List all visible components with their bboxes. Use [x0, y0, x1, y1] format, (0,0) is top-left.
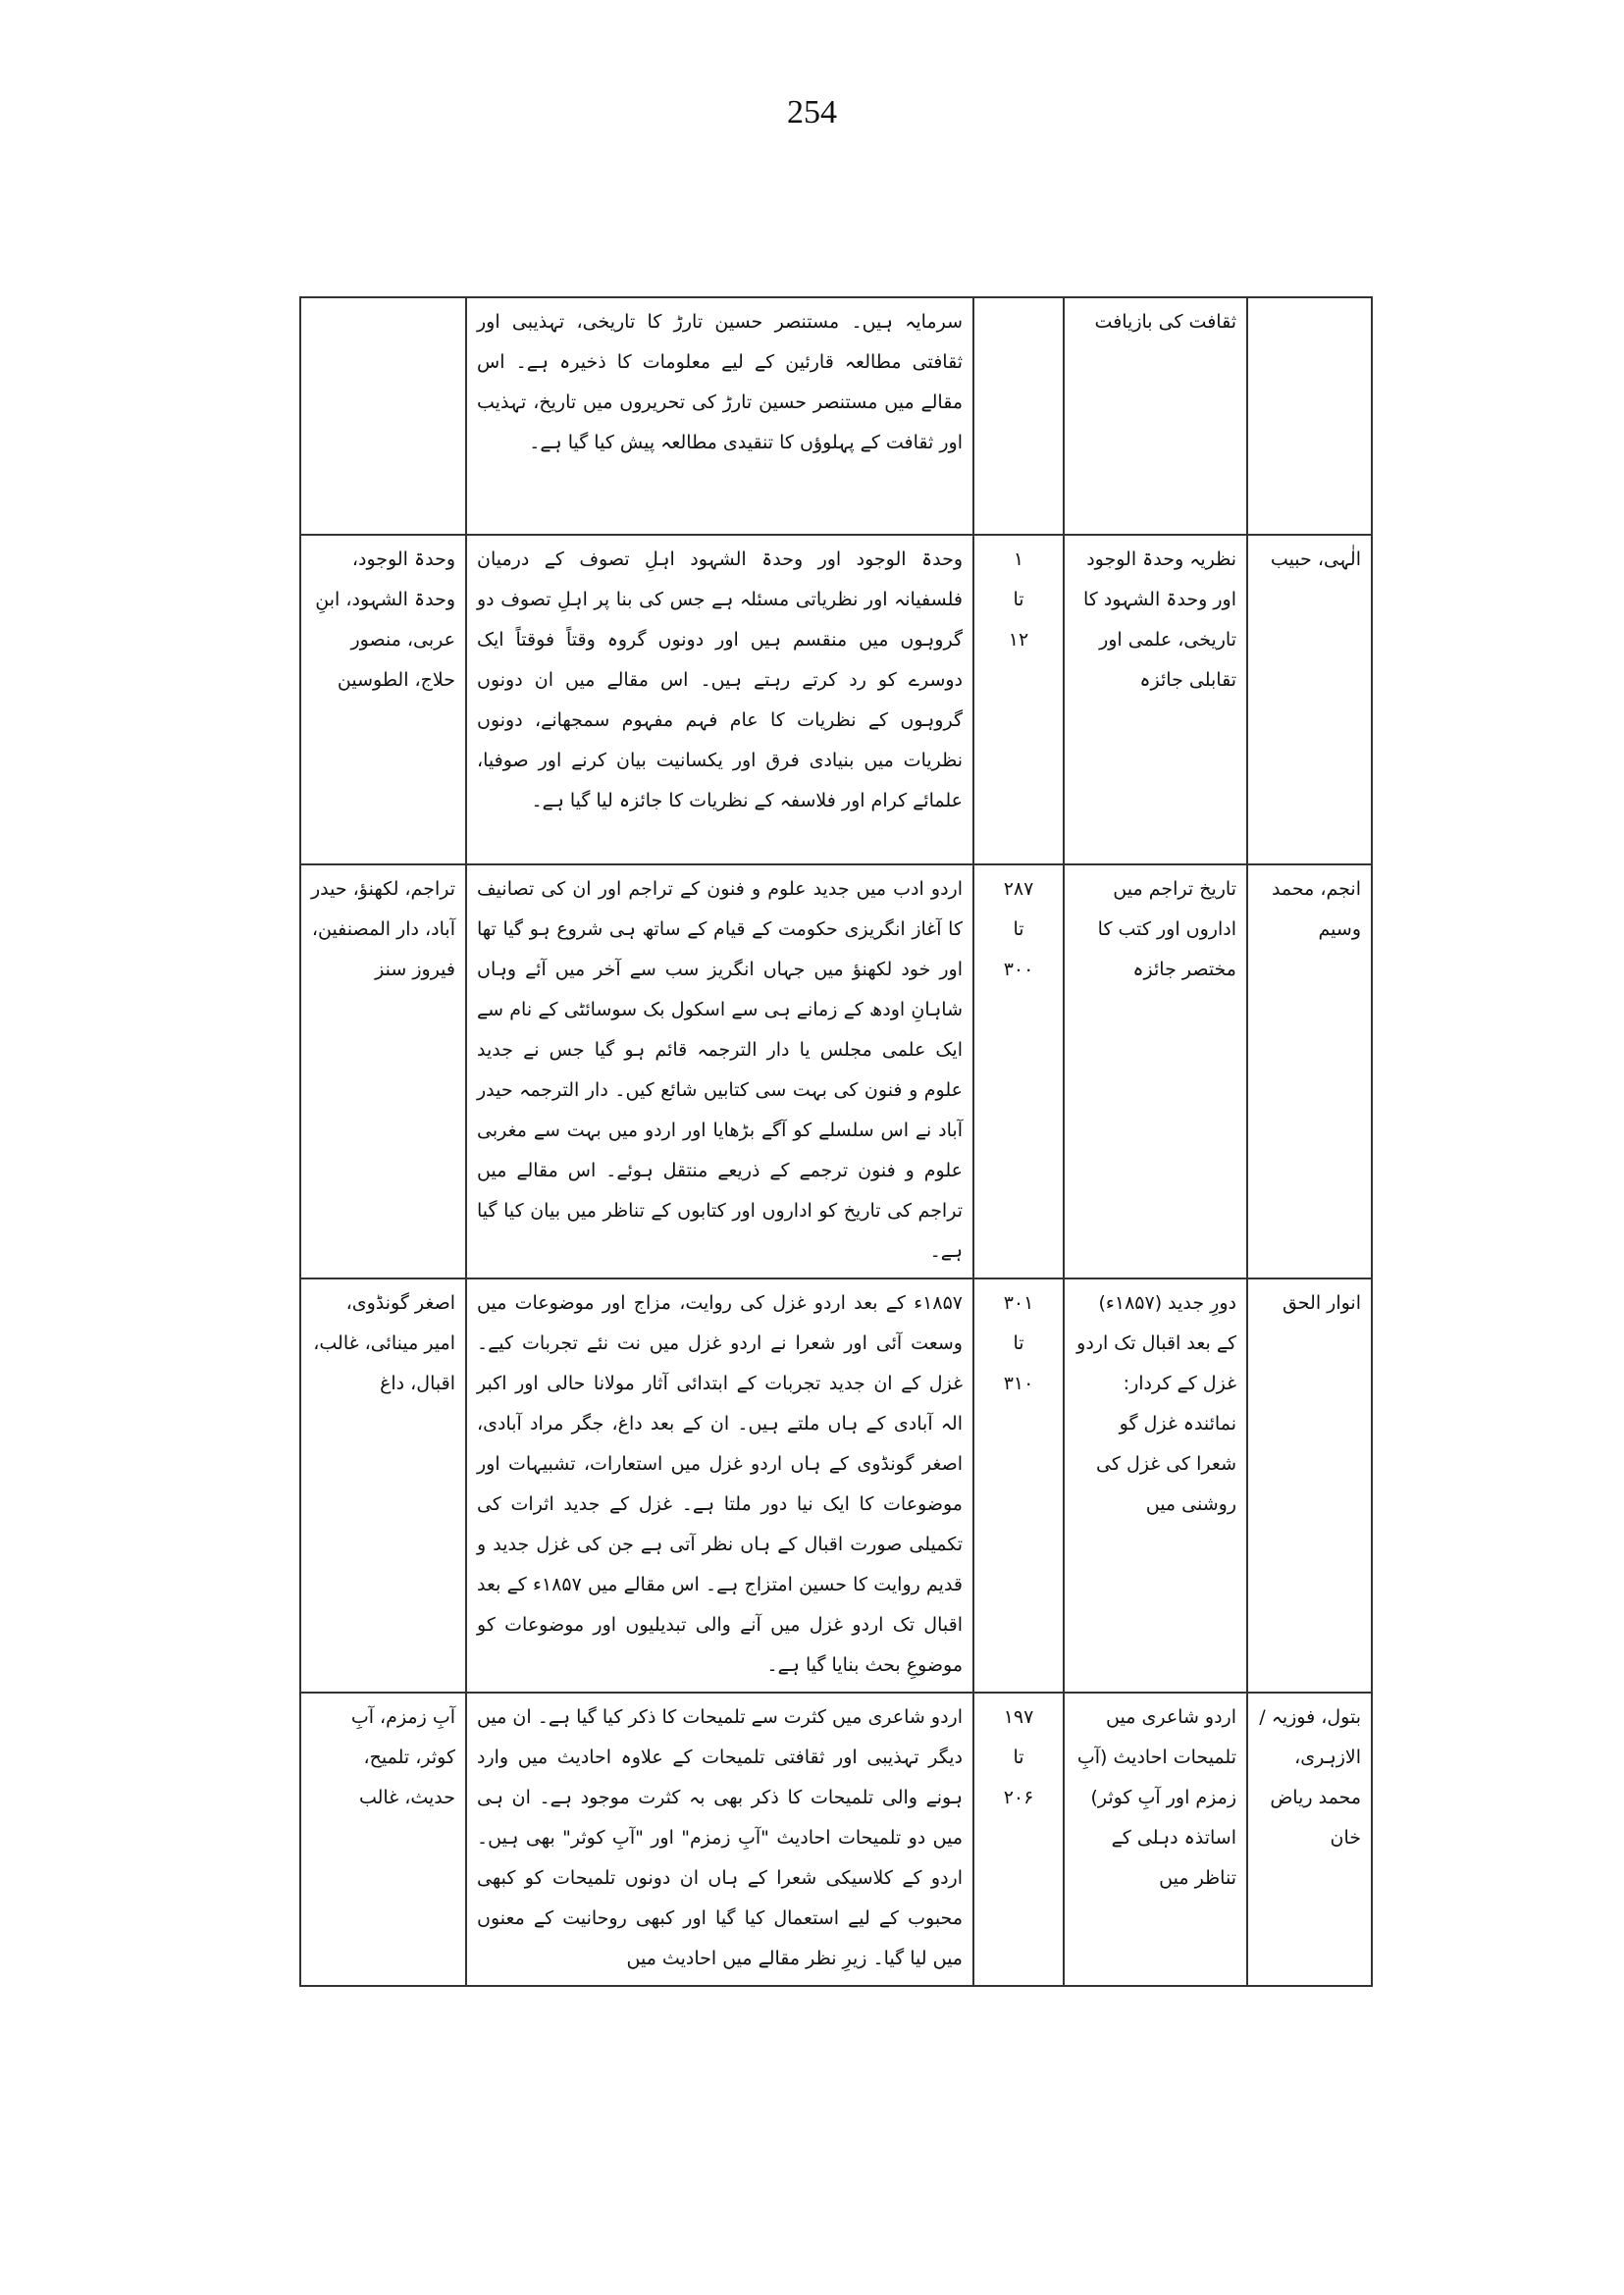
page-start: ۱۹۷ — [1003, 1706, 1034, 1728]
page-end: ۱۲ — [1008, 629, 1029, 651]
page-number: 254 — [787, 94, 837, 130]
summary-cell: سرمایہ ہیں۔ مستنصر حسین تارڑ کا تاریخی، تہذیبی اور ثقافتی مطالعہ قارئین کے لیے معلومات کا ذخیرہ ہے۔ اس مقالے میں مستنصر حسین تارڑ کی تحریروں میں تاریخ، تہذیب اور ثقافت کے پہلوؤں کا تنقیدی مطالعہ پیش کیا گیا ہے۔ — [466, 297, 973, 535]
page-end: ۳۰۰ — [1003, 959, 1034, 980]
author-cell: بتول، فوزیہ / الازہری، محمد ریاض خان — [1247, 1693, 1372, 1986]
pages-cell — [973, 1693, 1064, 1986]
title-cell: تاریخ تراجم میں اداروں اور کتب کا مختصر جائزہ — [1064, 864, 1247, 1278]
title-cell: نظریہ وحدۃ الوجود اور وحدۃ الشہود کا تاریخی، علمی اور تقابلی جائزہ — [1064, 535, 1247, 864]
table-row — [300, 535, 1372, 864]
pages-cell — [973, 535, 1064, 864]
table-row — [300, 1693, 1372, 1986]
table-row — [300, 864, 1372, 1278]
pages-cell — [973, 1278, 1064, 1693]
author-cell — [1247, 297, 1372, 535]
keywords-cell: وحدۃ الوجود، وحدۃ الشہود، ابنِ عربی، منصور حلاج، الطوسین — [300, 535, 466, 864]
summary-cell: اردو شاعری میں کثرت سے تلمیحات کا ذکر کیا گیا ہے۔ ان میں دیگر تہذیبی اور ثقافتی تلمیحات کے علاوہ احادیث میں وارد ہونے والی تلمیحات کا ذکر بھی بہ کثرت موجود ہے۔ ان ہی میں دو تلمیحات احادیث "آبِ زمزم" اور "آبِ کوثر" بھی ہیں۔ اردو کے کلاسیکی شعرا کے ہاں ان دونوں تلمیحات کو کبھی محبوب کے لیے استعمال کیا گیا اور کبھی روحانیت کے معنوں میں لیا گیا۔ زیرِ نظر مقالے میں احادیث میں — [466, 1693, 973, 1986]
page-end: ۲۰۶ — [1003, 1787, 1034, 1808]
summary-cell: اردو ادب میں جدید علوم و فنون کے تراجم اور ان کی تصانیف کا آغاز انگریزی حکومت کے قیام کے ساتھ ہی شروع ہو گیا تھا اور خود لکھنؤ میں جہاں انگریز سب سے آخر میں آئے وہاں شاہانِ اودھ کے زمانے ہی سے اسکول بک سوسائٹی کے نام سے ایک علمی مجلس یا دار الترجمہ قائم ہو گیا جس نے جدید علوم و فنون کی بہت سی کتابیں شائع کیں۔ دار الترجمہ حیدر آباد نے اس سلسلے کو آگے بڑھایا اور اردو میں بہت سے مغربی علوم و فنون ترجمے کے ذریعے منتقل ہوئے۔ اس مقالے میں تراجم کی تاریخ کو اداروں اور کتابوں کے تناظر میں بیان کیا گیا ہے۔ — [466, 864, 973, 1278]
page-end: ۳۱۰ — [1003, 1373, 1034, 1394]
table-row — [300, 297, 1372, 535]
page-separator: تا — [1013, 1332, 1024, 1354]
page-separator: تا — [1013, 918, 1024, 940]
title-cell: دورِ جدید (۱۸۵۷ء) کے بعد اقبال تک اردو غزل کے کردار: نمائندہ غزل گو شعرا کی غزل کی روشنی میں — [1064, 1278, 1247, 1693]
keywords-cell: اصغر گونڈوی، امیر مینائی، غالب، اقبال، داغ — [300, 1278, 466, 1693]
keywords-cell — [300, 297, 466, 535]
bibliography-table — [299, 296, 1373, 1987]
page-start: ۳۰۱ — [1003, 1292, 1034, 1314]
pages-cell — [973, 297, 1064, 535]
pages-cell — [973, 864, 1064, 1278]
author-cell: انوار الحق — [1247, 1278, 1372, 1693]
page-separator: تا — [1013, 589, 1024, 610]
page-start: ۲۸۷ — [1003, 878, 1034, 900]
summary-cell: وحدۃ الوجود اور وحدۃ الشہود اہلِ تصوف کے درمیان فلسفیانہ اور نظریاتی مسئلہ ہے جس کی بنا پر اہلِ تصوف دو گروہوں میں منقسم ہیں اور دونوں گروہ وقتاً فوقتاً ایک دوسرے کو رد کرتے رہتے ہیں۔ اس مقالے میں ان دونوں گروہوں کے نظریات کا عام فہم مفہوم سمجھانے، دونوں نظریات میں بنیادی فرق اور یکسانیت بیان کرنے اور صوفیا، علمائے کرام اور فلاسفہ کے نظریات کا جائزہ لیا گیا ہے۔ — [466, 535, 973, 864]
title-cell: اردو شاعری میں تلمیحات احادیث (آبِ زمزم اور آبِ کوثر) اساتذہ دہلی کے تناظر میں — [1064, 1693, 1247, 1986]
summary-cell: ۱۸۵۷ء کے بعد اردو غزل کی روایت، مزاج اور موضوعات میں وسعت آئی اور شعرا نے اردو غزل میں نت نئے تجربات کیے۔ غزل کے ان جدید تجربات کے ابتدائی آثار مولانا حالی اور اکبر الہ آبادی کے ہاں ملتے ہیں۔ ان کے بعد داغ، جگر مراد آبادی، اصغر گونڈوی کے ہاں اردو غزل میں استعارات، تشبیہات اور موضوعات کا ایک نیا دور ملتا ہے۔ غزل کے جدید اثرات کی تکمیلی صورت اقبال کے ہاں نظر آتی ہے جن کی غزل جدید و قدیم روایت کا حسین امتزاج ہے۔ اس مقالے میں ۱۸۵۷ء کے بعد اقبال تک اردو غزل میں آنے والی تبدیلیوں اور موضوعات کو موضوعِ بحث بنایا گیا ہے۔ — [466, 1278, 973, 1693]
keywords-cell: تراجم، لکھنؤ، حیدر آباد، دار المصنفین، فیروز سنز — [300, 864, 466, 1278]
title-cell: ثقافت کی بازیافت — [1064, 297, 1247, 535]
page-separator: تا — [1013, 1747, 1024, 1768]
author-cell: الٰہی، حبیب — [1247, 535, 1372, 864]
page-start: ۱ — [1013, 548, 1024, 570]
table-row — [300, 1278, 1372, 1693]
author-cell: انجم، محمد وسیم — [1247, 864, 1372, 1278]
keywords-cell: آبِ زمزم، آبِ کوثر، تلمیح، حدیث، غالب — [300, 1693, 466, 1986]
